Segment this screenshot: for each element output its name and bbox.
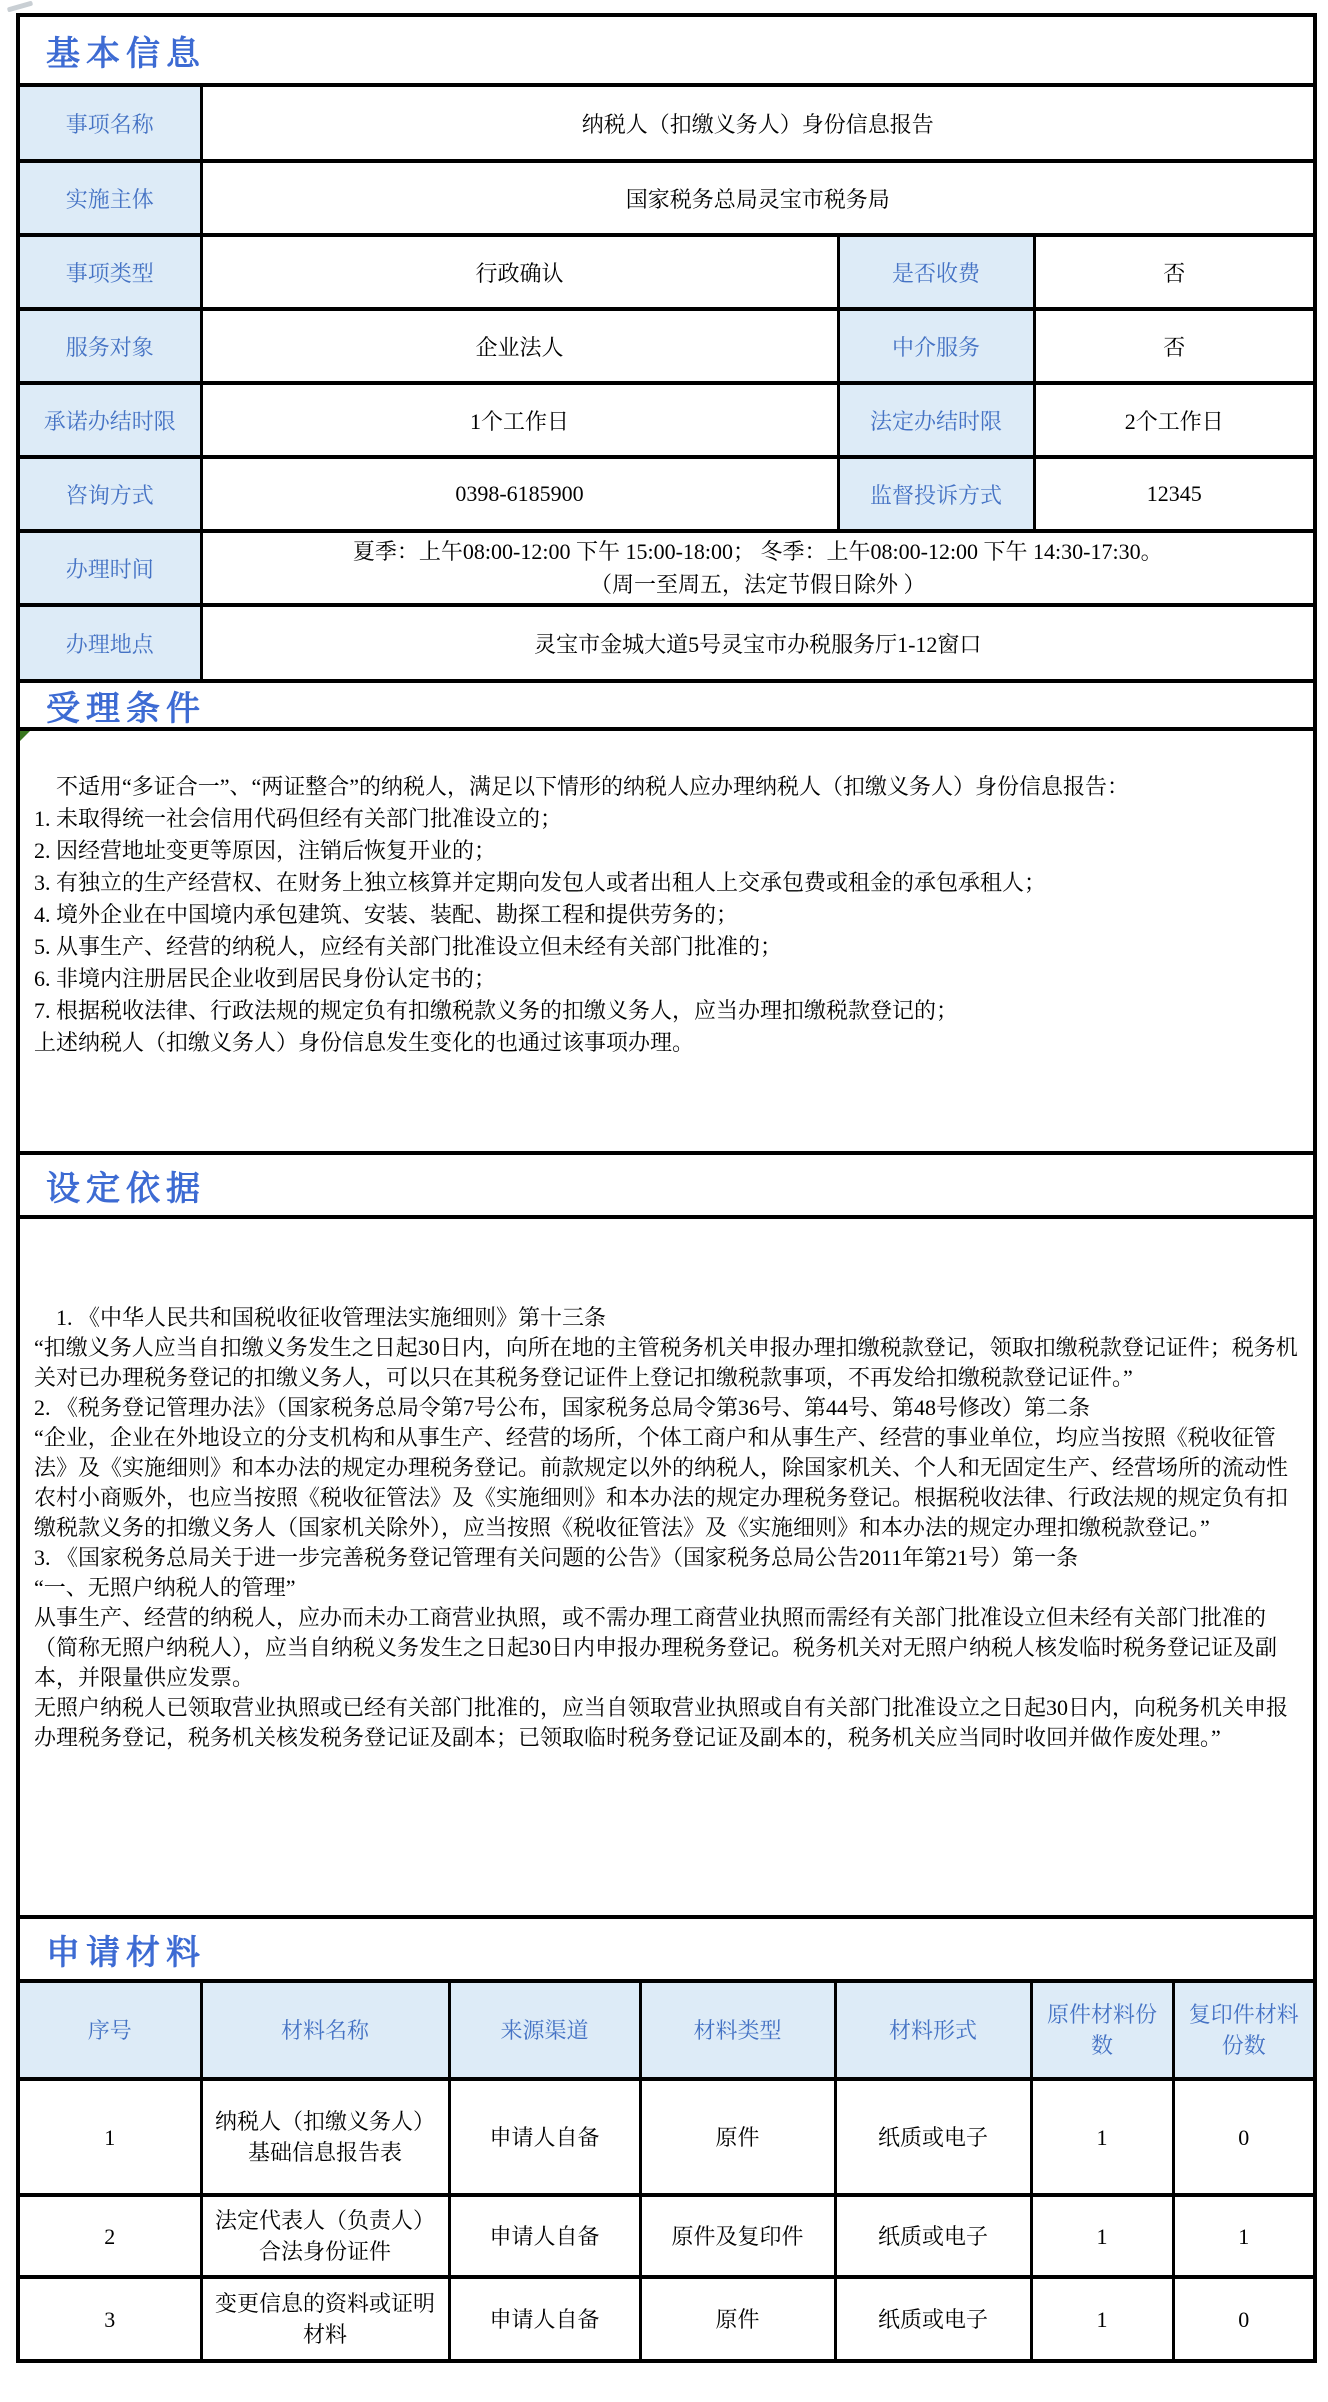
materials-row [20, 2277, 1313, 2359]
field-value-fee-charged: 否 [1034, 235, 1313, 309]
cell-original-count: 1 [1031, 2277, 1173, 2359]
basic-info-table [20, 87, 1313, 679]
legal-basis-text [20, 1219, 1313, 1915]
column-header-photocopy-copies: 复印件材料份数 [1173, 1983, 1313, 2079]
field-label-statutory-time-limit: 法定办结时限 [838, 383, 1034, 457]
field-value-implementing-body: 国家税务总局灵宝市税务局 [201, 161, 1313, 235]
cell-copy-count: 1 [1173, 2195, 1313, 2277]
field-label-intermediary-service: 中介服务 [838, 309, 1034, 383]
section-title-legal-basis: 设定依据 [20, 1151, 1313, 1219]
cell-material-name: 变更信息的资料或证明材料 [201, 2277, 449, 2359]
table-row [20, 531, 1313, 605]
cell-serial: 3 [20, 2277, 201, 2359]
cell-copy-count: 0 [1173, 2079, 1313, 2195]
screenshot-grey-artifact [7, 1, 33, 13]
cell-copy-count: 0 [1173, 2277, 1313, 2359]
table-row [20, 457, 1313, 531]
cell-source: 申请人自备 [449, 2195, 640, 2277]
field-label-office-hours: 办理时间 [20, 531, 201, 605]
column-header-material-form: 材料形式 [835, 1983, 1031, 2079]
field-label-item-name: 事项名称 [20, 87, 201, 161]
field-label-implementing-body: 实施主体 [20, 161, 201, 235]
cell-original-count: 1 [1031, 2079, 1173, 2195]
table-row [20, 161, 1313, 235]
legal-basis-body: 1. 《中华人民共和国税收征收管理法实施细则》第十三条 “扣缴义务人应当自扣缴义务发生之日起30日内，向所在地的主管税务机关申报办理扣缴税款登记，领取扣缴税款登记证件；税务机关对已办理税务登记的扣缴义务人，可以只在其税务登记证件上登记扣缴税款事项，不再发给扣缴税款登记证件。” 2. 《税务登记管理办法》（国家税务总局令第7号公布，国家税务总局令第36号、第44号、第48号修改）第二条 “企业，企业在外地设立的分支机构和从事生产、经营的场所，个体工商户和从事生产、经营的事业单位，均应当按照《税收征管法》及《实施细则》和本办法的规定办理税务登记。前款规定以外的纳税人，除国家机关、个人和无固定生产、经营场所的流动性农村小商贩外，也应当按照《税收征管法》及《实施细则》和本办法的规定办理税务登记。根据税收法律、行政法规的规定负有扣缴税款义务的扣缴义务人（国家机关除外），应当按照《税收征管法》及《实施细则》和本办法的规定办理扣缴税款登记。” 3. 《国家税务总局关于进一步完善税务登记管理有关问题的公告》（国家税务总局公告2011年第21号）第一条 “一、无照户纳税人的管理” 从事生产、经营的纳税人，应办而未办工商营业执照，或不需办理工商营业执照而需经有关部门批准设立但未经有关部门批准的（简称无照户纳税人），应当自纳税义务发生之日起30日内申报办理税务登记。税务机关对无照户纳税人核发临时税务登记证及副本，并限量供应发票。 无照户纳税人已领取营业执照或已经有关部门批准的，应当自领取营业执照或自有关部门批准设立之日起30日内，向税务机关申报办理税务登记，税务机关核发税务登记证及副本；已领取临时税务登记证及副本的，税务机关应当同时收回并做作废处理。” [34, 1305, 1298, 1750]
field-value-statutory-time-limit: 2个工作日 [1034, 383, 1313, 457]
field-value-office-hours: 夏季：上午08:00-12:00 下午 15:00-18:00； 冬季：上午08:00-12:00 下午 14:30-17:30。 （周一至周五，法定节假日除外 ） [201, 531, 1313, 605]
cell-type: 原件 [640, 2079, 835, 2195]
field-label-promised-time-limit: 承诺办结时限 [20, 383, 201, 457]
field-value-office-location: 灵宝市金城大道5号灵宝市办税服务厅1-12窗口 [201, 605, 1313, 679]
table-row [20, 605, 1313, 679]
section-title-basic-info: 基本信息 [20, 17, 1313, 87]
field-label-service-target: 服务对象 [20, 309, 201, 383]
cell-source: 申请人自备 [449, 2079, 640, 2195]
cell-serial: 2 [20, 2195, 201, 2277]
field-label-fee-charged: 是否收费 [838, 235, 1034, 309]
info-sheet [16, 13, 1317, 2363]
field-label-office-location: 办理地点 [20, 605, 201, 679]
section-title-acceptance-conditions: 受理条件 [20, 679, 1313, 731]
column-header-original-copies: 原件材料份数 [1031, 1983, 1173, 2079]
cell-form: 纸质或电子 [835, 2079, 1031, 2195]
section-title-application-materials: 申请材料 [20, 1915, 1313, 1983]
table-row [20, 87, 1313, 161]
acceptance-conditions-body: 不适用“多证合一”、“两证整合”的纳税人，满足以下情形的纳税人应办理纳税人（扣缴义务人）身份信息报告： 1. 未取得统一社会信用代码但经有关部门批准设立的； 2. 因经营地址变更等原因，注销后恢复开业的； 3. 有独立的生产经营权、在财务上独立核算并定期向发包人或者出租人上交承包费或租金的承包承租人； 4. 境外企业在中国境内承包建筑、安装、装配、勘探工程和提供劳务的； 5. 从事生产、经营的纳税人，应经有关部门批准设立但未经有关部门批准的； 6. 非境内注册居民企业收到居民身份认定书的； 7. 根据税收法律、行政法规的规定负有扣缴税款义务的扣缴义务人，应当办理扣缴税款登记的； 上述纳税人（扣缴义务人）身份信息发生变化的也通过该事项办理。 [34, 774, 1130, 1055]
field-value-service-target: 企业法人 [201, 309, 838, 383]
cell-form: 纸质或电子 [835, 2277, 1031, 2359]
column-header-material-type: 材料类型 [640, 1983, 835, 2079]
materials-header-row [20, 1983, 1313, 2079]
column-header-material-name: 材料名称 [201, 1983, 449, 2079]
field-label-item-type: 事项类型 [20, 235, 201, 309]
table-row [20, 309, 1313, 383]
materials-row [20, 2079, 1313, 2195]
cell-type: 原件及复印件 [640, 2195, 835, 2277]
field-value-consultation-phone: 0398-6185900 [201, 457, 838, 531]
cell-material-name: 法定代表人（负责人）合法身份证件 [201, 2195, 449, 2277]
cell-material-name: 纳税人（扣缴义务人）基础信息报告表 [201, 2079, 449, 2195]
field-value-item-type: 行政确认 [201, 235, 838, 309]
field-label-consultation-method: 咨询方式 [20, 457, 201, 531]
materials-row [20, 2195, 1313, 2277]
field-label-complaint-method: 监督投诉方式 [838, 457, 1034, 531]
field-value-item-name: 纳税人（扣缴义务人）身份信息报告 [201, 87, 1313, 161]
cell-source: 申请人自备 [449, 2277, 640, 2359]
cell-original-count: 1 [1031, 2195, 1173, 2277]
application-materials-table [20, 1983, 1313, 2359]
table-row [20, 235, 1313, 309]
field-value-complaint-phone: 12345 [1034, 457, 1313, 531]
field-value-promised-time-limit: 1个工作日 [201, 383, 838, 457]
table-row [20, 383, 1313, 457]
field-value-intermediary-service: 否 [1034, 309, 1313, 383]
column-header-serial-number: 序号 [20, 1983, 201, 2079]
cell-serial: 1 [20, 2079, 201, 2195]
cell-type: 原件 [640, 2277, 835, 2359]
column-header-source-channel: 来源渠道 [449, 1983, 640, 2079]
acceptance-conditions-text [20, 731, 1313, 1151]
green-corner-marker-icon [20, 731, 30, 741]
cell-form: 纸质或电子 [835, 2195, 1031, 2277]
